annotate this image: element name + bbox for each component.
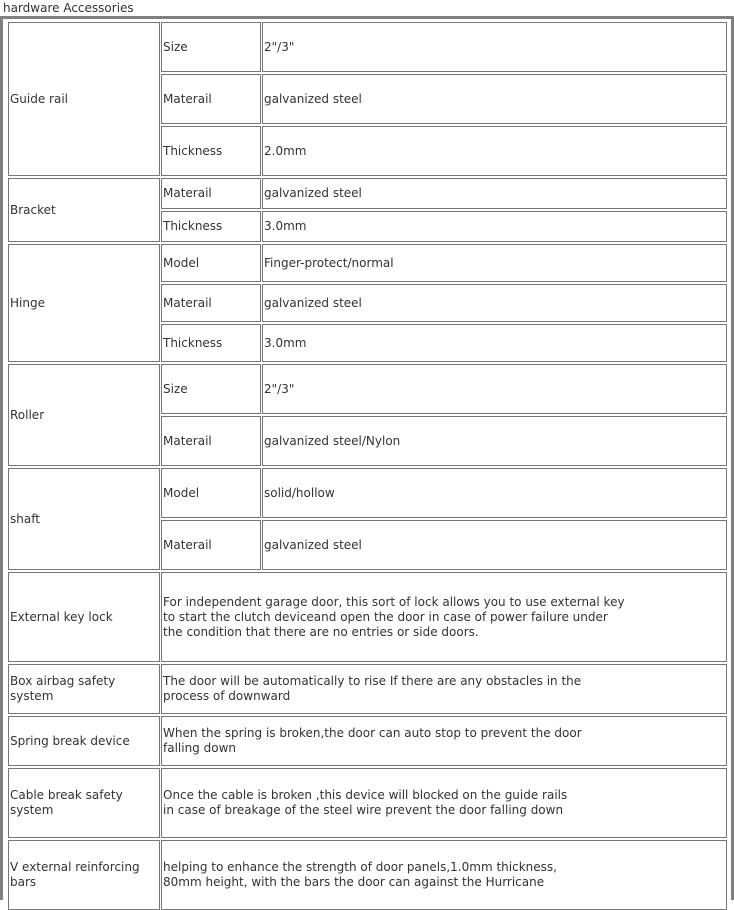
feature-description: The door will be automatically to rise If there are any obstacles in the process of downward xyxy=(161,664,727,714)
row-label: Thickness xyxy=(161,324,261,362)
row-label: Model xyxy=(161,244,261,282)
feature-description: Once the cable is broken ,this device will blocked on the guide rails in case of breakage of the steel wire prevent the door falling down xyxy=(161,768,727,838)
feature-name: Cable break safety system xyxy=(8,768,160,838)
row-value: galvanized steel xyxy=(262,284,727,322)
row-value: galvanized steel/Nylon xyxy=(262,416,727,466)
row-label: Materail xyxy=(161,416,261,466)
row-label: Size xyxy=(161,364,261,414)
feature-name: V external reinforcing bars xyxy=(8,840,160,910)
row-label: Size xyxy=(161,22,261,72)
row-value: galvanized steel xyxy=(262,520,727,570)
row-label: Materail xyxy=(161,178,261,209)
feature-name: Box airbag safety system xyxy=(8,664,160,714)
row-label: Materail xyxy=(161,284,261,322)
row-label: Model xyxy=(161,468,261,518)
table-body xyxy=(3,19,731,903)
group-name-hinge: Hinge xyxy=(8,244,160,362)
group-name-shaft: shaft xyxy=(8,468,160,570)
row-value: 3.0mm xyxy=(262,324,727,362)
row-label: Thickness xyxy=(161,126,261,176)
feature-description: For independent garage door, this sort of lock allows you to use external key to start the clutch deviceand open the door in case of power failure under the condition that there are no entries or side doors. xyxy=(161,572,727,662)
row-label: Materail xyxy=(161,74,261,124)
row-value: galvanized steel xyxy=(262,178,727,209)
feature-name: External key lock xyxy=(8,572,160,662)
group-name-roller: Roller xyxy=(8,364,160,466)
group-name-guide-rail: Guide rail xyxy=(8,22,160,176)
row-value: 2"/3" xyxy=(262,364,727,414)
feature-description: helping to enhance the strength of door panels,1.0mm thickness, 80mm height, with the bars the door can against the Hurricane xyxy=(161,840,727,910)
group-name-bracket: Bracket xyxy=(8,178,160,242)
row-value: 3.0mm xyxy=(262,211,727,242)
feature-name: Spring break device xyxy=(8,716,160,766)
row-value: 2.0mm xyxy=(262,126,727,176)
row-value: solid/hollow xyxy=(262,468,727,518)
row-value: galvanized steel xyxy=(262,74,727,124)
row-value: Finger-protect/normal xyxy=(262,244,727,282)
accessories-table xyxy=(0,16,734,900)
row-value: 2"/3" xyxy=(262,22,727,72)
row-label: Materail xyxy=(161,520,261,570)
table-caption: hardware Accessories xyxy=(3,1,134,15)
row-label: Thickness xyxy=(161,211,261,242)
feature-description: When the spring is broken,the door can auto stop to prevent the door falling down xyxy=(161,716,727,766)
